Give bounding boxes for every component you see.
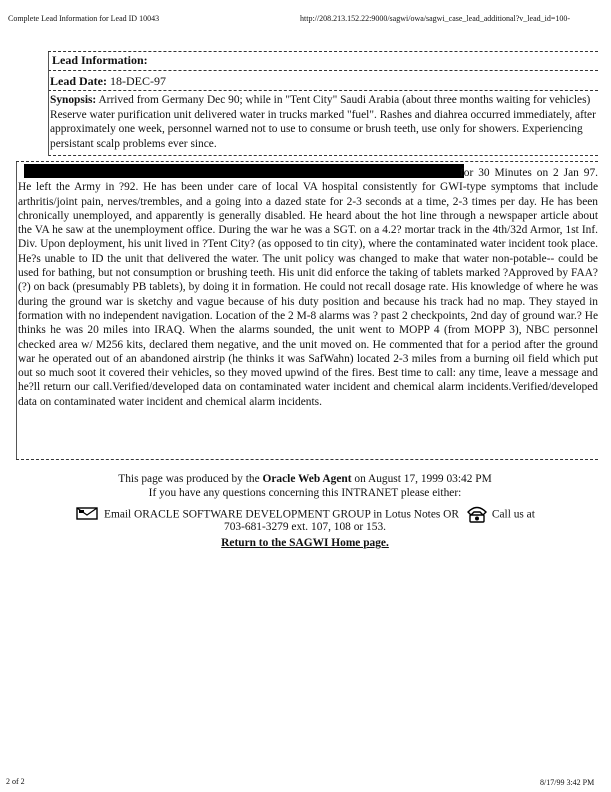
divider	[16, 162, 17, 460]
email-link[interactable]: Email ORACLE SOFTWARE DEVELOPMENT GROUP in Lotus Notes OR	[104, 508, 460, 521]
divider	[48, 70, 598, 71]
lead-date-label: Lead Date:	[50, 74, 107, 88]
agent-footer	[60, 472, 550, 500]
call-text: Call us at	[491, 508, 535, 521]
lead-date	[50, 74, 166, 89]
produced-prefix: This page was produced by the	[118, 473, 260, 485]
divider	[48, 52, 49, 156]
phone-number: 703-681-3279 ext. 107, 108 or 153.	[224, 521, 386, 533]
synopsis-label: Synopsis:	[50, 94, 97, 106]
print-timestamp: 8/17/99 3:42 PM	[540, 778, 595, 787]
synopsis	[50, 93, 600, 151]
lead-date-value: 18-DEC-97	[110, 74, 166, 88]
divider	[48, 51, 598, 52]
print-header-title: Complete Lead Information for Lead ID 10043	[8, 14, 160, 23]
lead-narrative-text: for 30 Minutes on 2 Jan 97. He left the Army in ?92. He has been under care of local VA hospital consistently for GWI-type symptoms that include arthritis/joint pain, nerves/trembles, and a going into a dazed state for 2-3 seconds at a time, 2-3 times per day. He has been chronically unemployed, and apparently is generally disabled. He heard about the hot line through a newspaper article about the VA he saw at the unemployment office. During the war he was a SGT. on a 4.2? mortar track in the 4th/32d Armor, 1st Inf. Div. Upon deployment, his unit lived in ?Tent City? (as opposed to tin city), where the contaminated water incident took place. He?s unable to ID the unit that delivered the water. The unit policy was changed to make that water non-potable-- could be used for bathing, but not consumption or brushing teeth. His unit did enforce the taking of tablets marked ?Approved by FAA? (?) on back (presumably PB tablets), by doing it in formation. He could not recall dosage rate. His knowledge of where he was during the ground war is sketchy and vague because of his duty position and because his track had no map. They stayed in formation with no independent navigation. Location of the 2 M-8 alarms was ? past 2 checkpoints, 2nd day of ground war.? He thinks he was 20 miles into IRAQ. When the alarms sounded, the unit went to MOPP 4 (from MOPP 3), NBC personnel checked area w/ M256 kits, declared them negative, and the unit moved on. He commented that for a period after the ground war he operated out of an abandoned airstrip (he thinks it was SafWahn) located 2-3 miles from a burning oil field which put out so much soot it covered their vehicles, so they moved upwind of the fires. Best time to call: any time, leave a message and he?ll return our call.Verified/developed data on contaminated water incident and chemical alarm incidents.Verified/developed data on contaminated water incident and chemical alarm incidents.	[18, 167, 598, 408]
page-number: 2 of 2	[6, 777, 25, 786]
agent-name: Oracle Web Agent	[262, 473, 352, 485]
divider	[16, 459, 598, 460]
lead-narrative	[18, 166, 598, 409]
produced-suffix: on August 17, 1999 03:42 PM	[354, 473, 492, 485]
divider	[48, 155, 598, 156]
divider	[16, 161, 598, 162]
print-header-url: http://208.213.152.22:9000/sagwi/owa/sagwi_case_lead_additional?v_lead_id=100-	[300, 14, 571, 23]
return-home-link[interactable]: Return to the SAGWI Home page.	[221, 537, 389, 549]
divider	[48, 90, 598, 91]
lead-info-heading: Lead Information:	[52, 53, 148, 67]
questions-text: If you have any questions concerning this INTRANET please either:	[148, 487, 462, 499]
synopsis-text: Arrived from Germany Dec 90; while in "Tent City" Saudi Arabia (about three months waiting for vehicles) Reserve water purification unit delivered water in trucks marked "fuel". Rashes and diahrea occurred immediately, after approximately one week, personnel warned not to use to consume or brush teeth, use only for showers. Experiencing persistant scalp problems ever since.	[50, 94, 596, 150]
